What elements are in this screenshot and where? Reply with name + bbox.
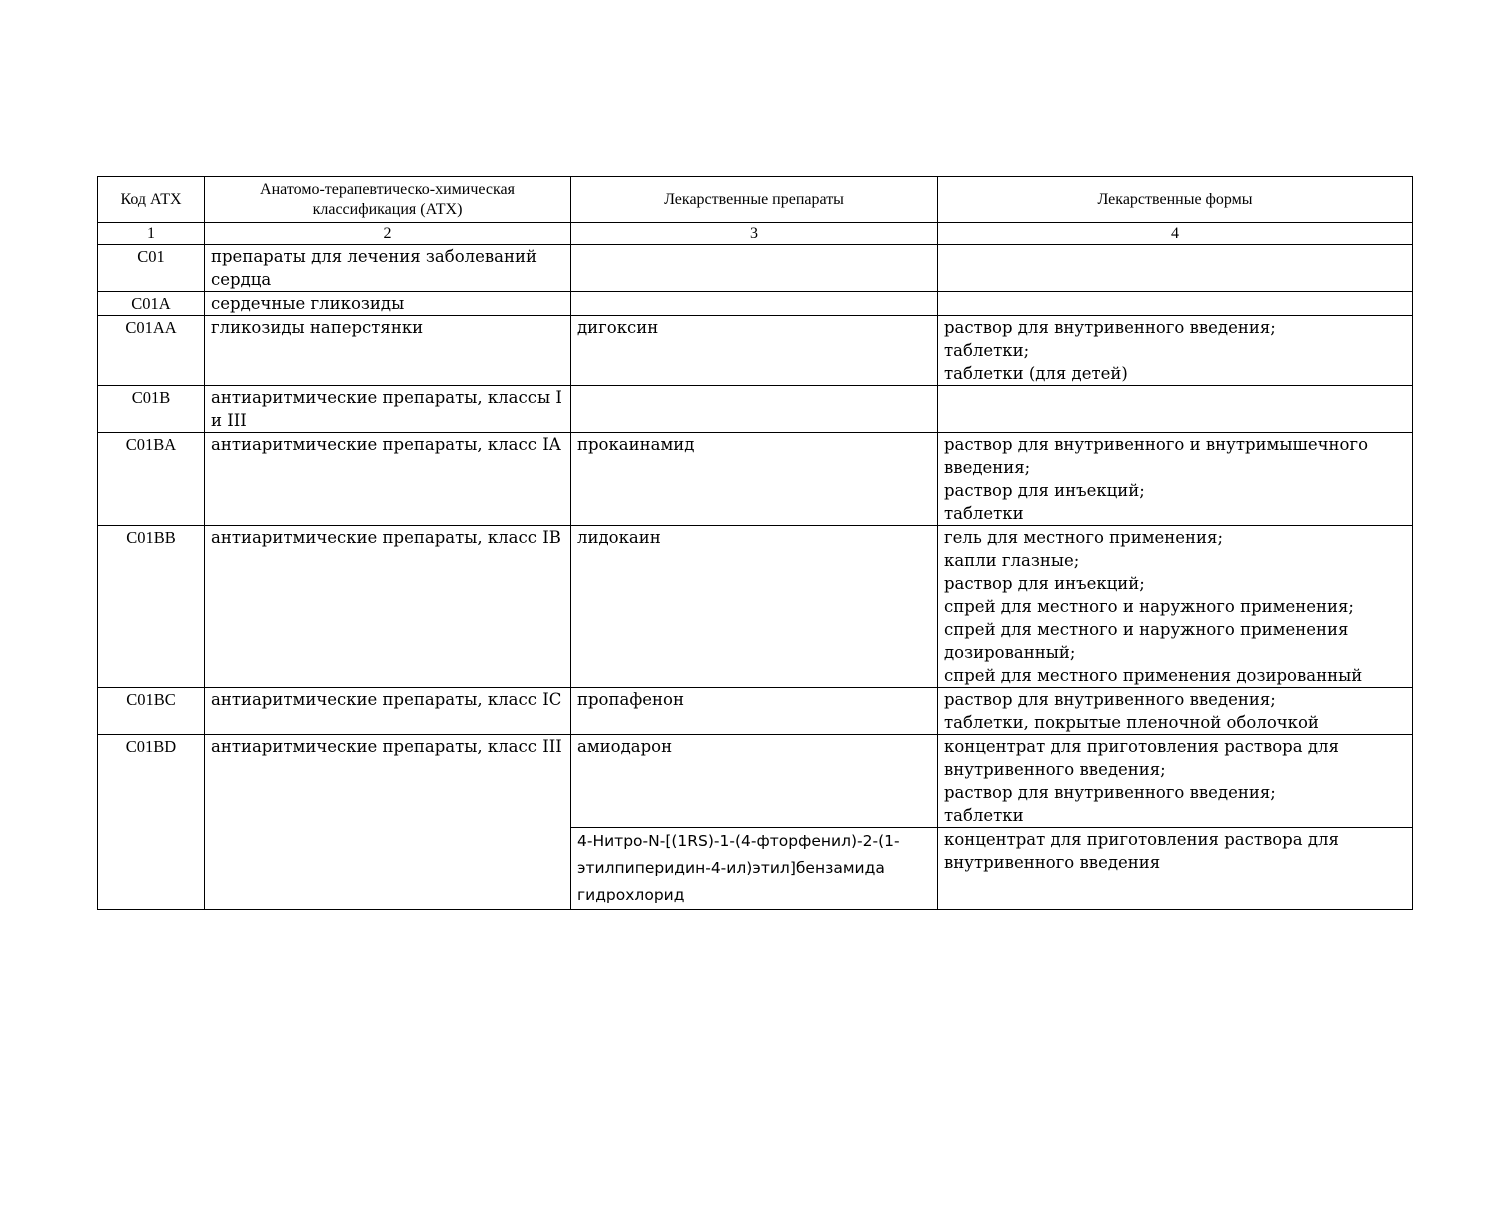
table-row [98,735,1413,828]
table-header-row [98,177,1413,223]
atx-code: C01B [98,386,205,433]
atx-code: C01AA [98,316,205,386]
dosage-forms [938,735,1413,828]
dosage-form: раствор для внутривенного введения; [944,318,1276,337]
atx-code: C01 [98,245,205,292]
atx-classification: антиаритмические препараты, класс IB [205,526,571,688]
atx-classification: сердечные гликозиды [205,292,571,316]
dosage-forms [938,433,1413,526]
atx-code: C01BB [98,526,205,688]
dosage-form: таблетки [944,504,1024,523]
header-forms: Лекарственные формы [938,177,1413,223]
dosage-forms [938,292,1413,316]
dosage-form: спрей для местного применения дозированный [944,666,1363,685]
column-number: 1 [98,223,205,245]
table-row [98,316,1413,386]
atx-classification: антиаритмические препараты, класс III [205,735,571,910]
atx-table [97,176,1413,910]
table-row [98,526,1413,688]
dosage-form: таблетки (для детей) [944,364,1128,383]
atx-code: C01A [98,292,205,316]
table-row [98,292,1413,316]
dosage-form: раствор для внутривенного и внутримышечного введения; [944,435,1368,477]
dosage-form: спрей для местного и наружного применения дозированный; [944,620,1349,662]
drug-name: прокаинамид [571,433,938,526]
atx-code: C01BA [98,433,205,526]
column-number: 4 [938,223,1413,245]
dosage-forms [938,526,1413,688]
drug-name: 4-Нитро-N-[(1RS)-1-(4-фторфенил)-2-(1-этилпиперидин-4-ил)этил]бензамида гидрохлорид [571,828,938,910]
header-drugs: Лекарственные препараты [571,177,938,223]
header-classification: Анатомо-терапевтическо-химическая классификация (АТХ) [205,177,571,223]
column-number-row [98,223,1413,245]
atx-classification: антиаритмические препараты, класс IC [205,688,571,735]
atx-classification: антиаритмические препараты, классы I и III [205,386,571,433]
dosage-form: раствор для инъекций; [944,481,1145,500]
table-row [98,386,1413,433]
drug-name: пропафенон [571,688,938,735]
drug-name [571,292,938,316]
dosage-forms [938,245,1413,292]
dosage-form: гель для местного применения; [944,528,1224,547]
atx-code: C01BC [98,688,205,735]
drug-name [571,386,938,433]
dosage-forms [938,828,1413,910]
dosage-form: таблетки [944,806,1024,825]
header-code: Код АТХ [98,177,205,223]
dosage-form: капли глазные; [944,551,1080,570]
dosage-form: таблетки; [944,341,1030,360]
column-number: 2 [205,223,571,245]
drug-name: дигоксин [571,316,938,386]
dosage-forms [938,316,1413,386]
atx-code: C01BD [98,735,205,910]
dosage-form: раствор для внутривенного введения; [944,690,1276,709]
dosage-form: раствор для инъекций; [944,574,1145,593]
atx-classification: гликозиды наперстянки [205,316,571,386]
drug-name [571,245,938,292]
table-row [98,245,1413,292]
column-number: 3 [571,223,938,245]
dosage-forms [938,386,1413,433]
atx-classification: антиаритмические препараты, класс IA [205,433,571,526]
dosage-form: концентрат для приготовления раствора для внутривенного введения [944,830,1339,872]
drug-name: лидокаин [571,526,938,688]
dosage-forms [938,688,1413,735]
dosage-form: таблетки, покрытые пленочной оболочкой [944,713,1319,732]
atx-classification: препараты для лечения заболеваний сердца [205,245,571,292]
table-row [98,688,1413,735]
table-row [98,433,1413,526]
dosage-form: раствор для внутривенного введения; [944,783,1276,802]
drug-name: амиодарон [571,735,938,828]
dosage-form: концентрат для приготовления раствора для внутривенного введения; [944,737,1339,779]
dosage-form: спрей для местного и наружного применения; [944,597,1354,616]
